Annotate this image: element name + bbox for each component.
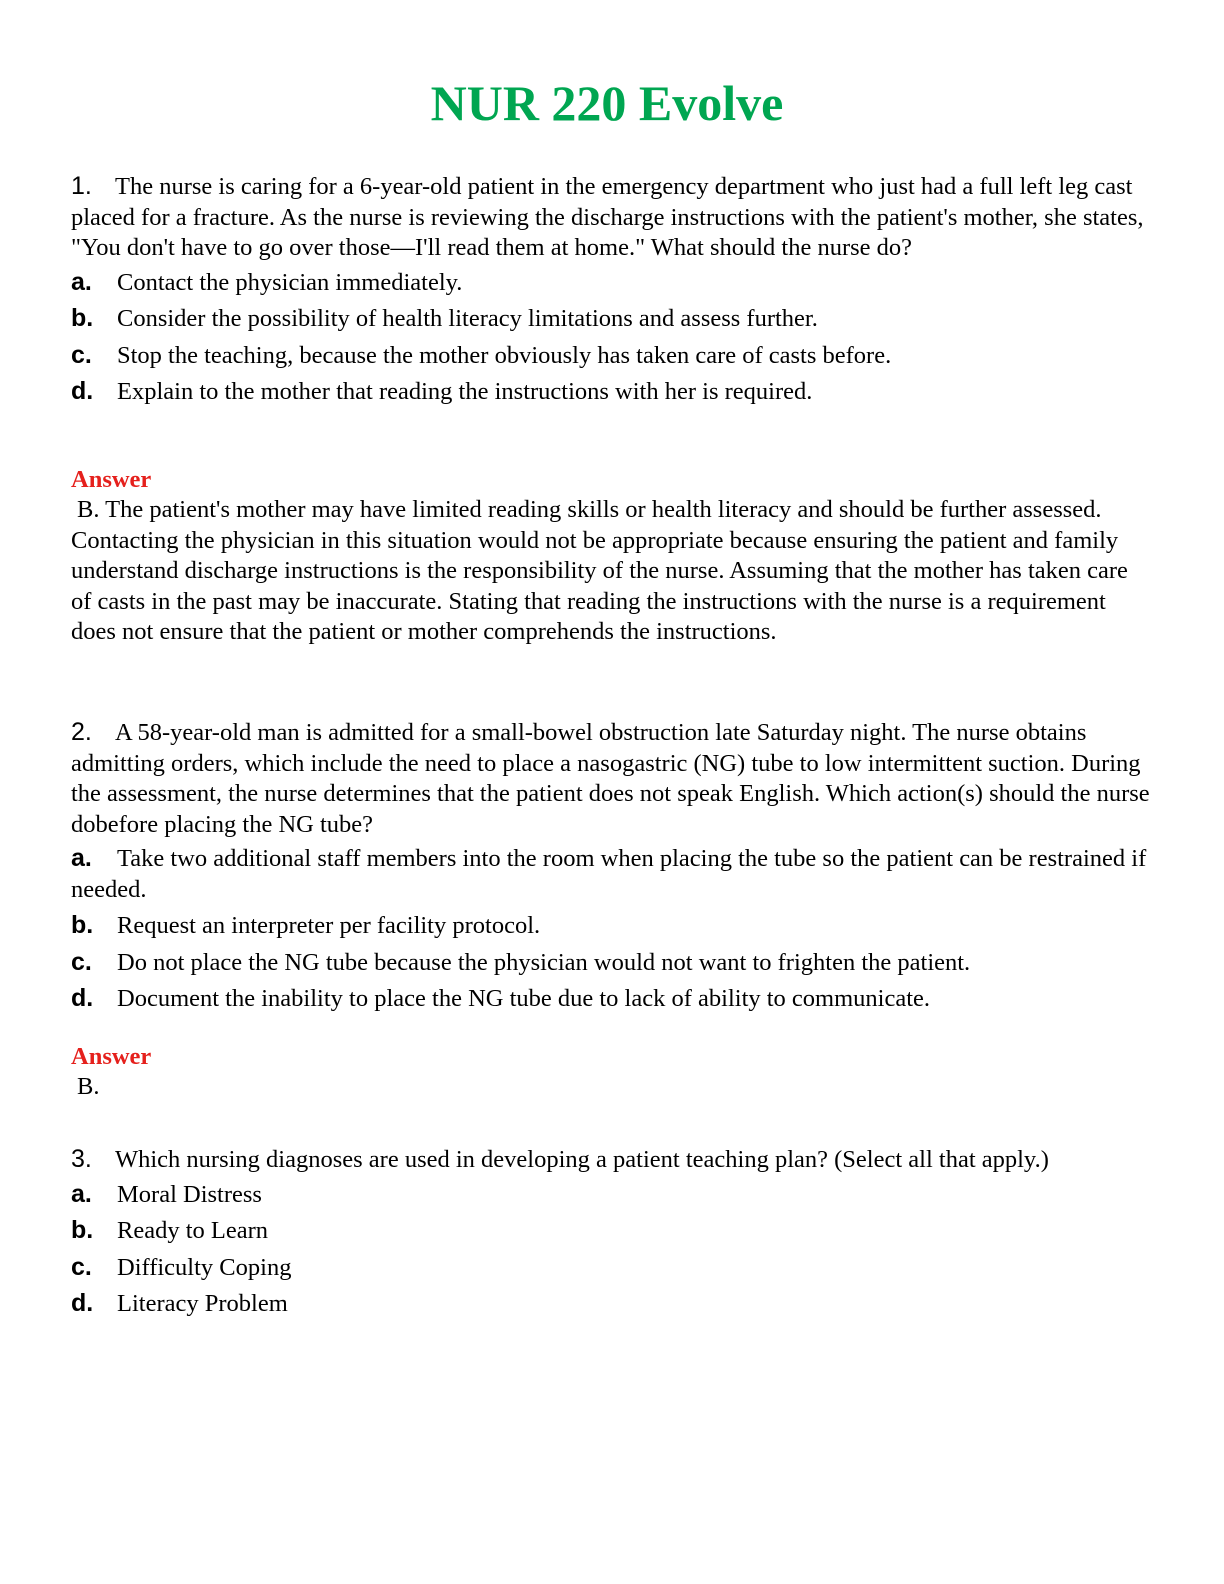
option-text: Literacy Problem	[117, 1290, 288, 1317]
option-c	[71, 340, 1151, 372]
question-text: Which nursing diagnoses are used in developing a patient teaching plan? (Select all that apply.)	[115, 1146, 1049, 1173]
question-number: 1.	[71, 172, 92, 200]
question-1	[71, 171, 1151, 413]
option-letter: d.	[71, 377, 94, 405]
option-letter: b.	[71, 1216, 94, 1244]
answer-text: B. The patient's mother may have limited reading skills or health literacy and should be further assessed. Contacting the physician in this situation would not be appropriate because ensuring the patient and family understand discharge instructions is the responsibility of the nurse. Assuming that the mother has taken care of casts in the past may be inaccurate. Stating that reading the instructions with the nurse is a requirement does not ensure that the patient or mother comprehends the instructions.	[71, 496, 1128, 645]
option-letter: a.	[71, 1179, 92, 1208]
option-text: Do not place the NG tube because the physician would not want to frighten the patient.	[117, 948, 971, 976]
question-number: 3.	[71, 1145, 92, 1173]
option-text: Contact the physician immediately.	[117, 268, 463, 296]
option-letter: c.	[71, 947, 92, 976]
answer-2	[71, 1041, 1151, 1103]
option-d	[71, 376, 1151, 408]
options-list	[71, 267, 1151, 408]
option-text: Moral Distress	[117, 1180, 262, 1208]
question-2	[71, 717, 1151, 1020]
option-text: Stop the teaching, because the mother obviously has taken care of casts before.	[117, 341, 892, 369]
answer-1	[71, 464, 1151, 648]
question-text: The nurse is caring for a 6-year-old patient in the emergency department who just had a full left leg cast placed for a fracture. As the nurse is reviewing the discharge instructions with the patient's mother, she states, "You don't have to go over those—I'll read them at home." What should the nurse do?	[71, 173, 1144, 261]
option-d	[71, 983, 1151, 1015]
option-text: Request an interpreter per facility protocol.	[117, 912, 541, 939]
page-title: NUR 220 Evolve	[430, 75, 784, 131]
option-letter: a.	[71, 267, 92, 296]
option-b	[71, 910, 1151, 942]
option-a	[71, 1179, 1151, 1211]
option-letter: d.	[71, 1289, 94, 1317]
option-d	[71, 1288, 1151, 1320]
option-a	[71, 843, 1151, 905]
option-letter: d.	[71, 984, 94, 1012]
options-list	[71, 1179, 1151, 1320]
question-3	[71, 1144, 1151, 1325]
option-letter: b.	[71, 304, 94, 332]
option-letter: b.	[71, 911, 94, 939]
question-stem	[71, 1144, 1151, 1176]
option-b	[71, 303, 1151, 335]
question-stem	[71, 717, 1151, 840]
option-text: Consider the possibility of health literacy limitations and assess further.	[117, 305, 818, 332]
question-number: 2.	[71, 718, 92, 746]
option-letter: c.	[71, 340, 92, 369]
option-text: Document the inability to place the NG tube due to lack of ability to communicate.	[117, 985, 931, 1012]
option-text: Take two additional staff members into the room when placing the tube so the patient can be restrained if needed.	[71, 845, 1147, 903]
option-c	[71, 947, 1151, 979]
option-b	[71, 1215, 1151, 1247]
question-text: A 58-year-old man is admitted for a small-bowel obstruction late Saturday night. The nurse obtains admitting orders, which include the need to place a nasogastric (NG) tube to low intermittent suction. During the assessment, the nurse determines that the patient does not speak English. Which action(s) should the nurse dobefore placing the NG tube?	[71, 719, 1150, 838]
answer-label: Answer	[71, 466, 152, 493]
option-text: Difficulty Coping	[117, 1253, 292, 1281]
answer-label: Answer	[71, 1043, 152, 1070]
question-stem	[71, 171, 1151, 264]
option-letter: c.	[71, 1252, 92, 1281]
option-c	[71, 1252, 1151, 1284]
option-a	[71, 267, 1151, 299]
options-list	[71, 843, 1151, 1015]
option-text: Ready to Learn	[117, 1217, 269, 1244]
option-letter: a.	[71, 844, 92, 872]
answer-text: B.	[77, 1073, 100, 1100]
option-text: Explain to the mother that reading the instructions with her is required.	[117, 378, 813, 405]
